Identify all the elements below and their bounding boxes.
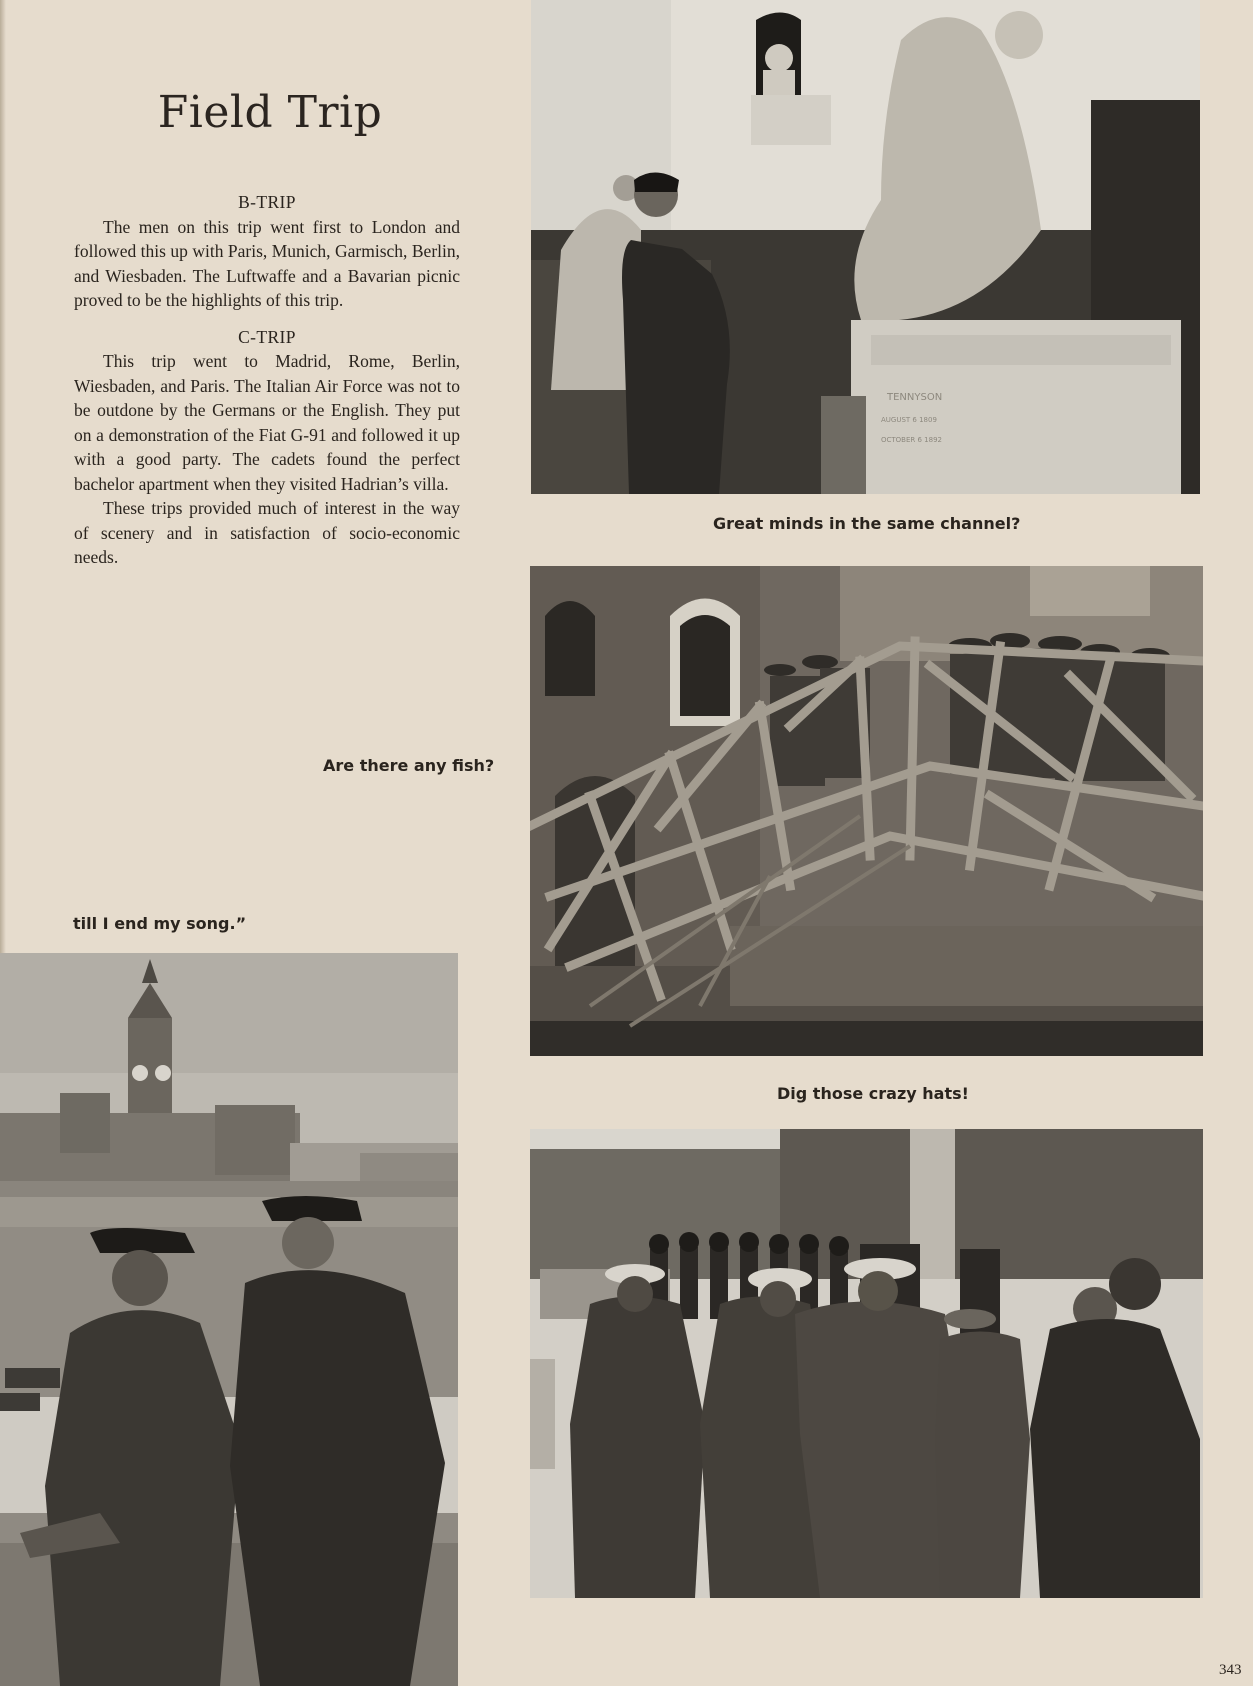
closing-paragraph: These trips provided much of interest in the way of scenery and in satisfaction of socio-economic needs. — [74, 498, 460, 567]
caption-bridge: Are there any fish? — [323, 756, 495, 775]
statue-inscription-birth: AUGUST 6 1809 — [881, 416, 937, 424]
page-number: 343 — [1219, 1662, 1242, 1678]
caption-statues: Great minds in the same channel? — [713, 514, 1021, 533]
b-trip-paragraph: The men on this trip went first to London and followed this up with Paris, Munich, Garmisch, Berlin, and Wiesbaden. The Luftwaffe and a Bavarian picnic proved to be the highlights of this trip. — [74, 216, 460, 310]
c-trip-heading: C-TRIP — [238, 326, 296, 347]
photo-thames — [0, 953, 458, 1686]
photo-parade — [530, 1129, 1203, 1598]
photo-statues — [531, 0, 1200, 494]
article-column — [74, 190, 460, 570]
page-title: Field Trip — [157, 87, 383, 139]
parade-photo-illustration — [530, 1129, 1203, 1598]
caption-thames: till I end my song.” — [73, 914, 247, 933]
bridge-photo-illustration — [530, 566, 1203, 1056]
statues-photo-illustration — [531, 0, 1200, 494]
caption-parade: Dig those crazy hats! — [777, 1084, 969, 1103]
b-trip-heading: B-TRIP — [238, 192, 296, 212]
thames-photo-illustration — [0, 953, 458, 1686]
statue-inscription-name: TENNYSON — [887, 392, 943, 403]
statue-inscription-death: OCTOBER 6 1892 — [881, 436, 942, 444]
c-trip-paragraph: This trip went to Madrid, Rome, Berlin, Wiesbaden, and Paris. The Italian Air Force was not to be outdone by the Germans or the English. They put on a demonstration of the Fiat G-91 and followed it up with a good party. The cadets found the perfect bachelor apartment when they visited Hadrian’s villa. — [74, 351, 460, 494]
photo-bridge — [530, 566, 1203, 1056]
